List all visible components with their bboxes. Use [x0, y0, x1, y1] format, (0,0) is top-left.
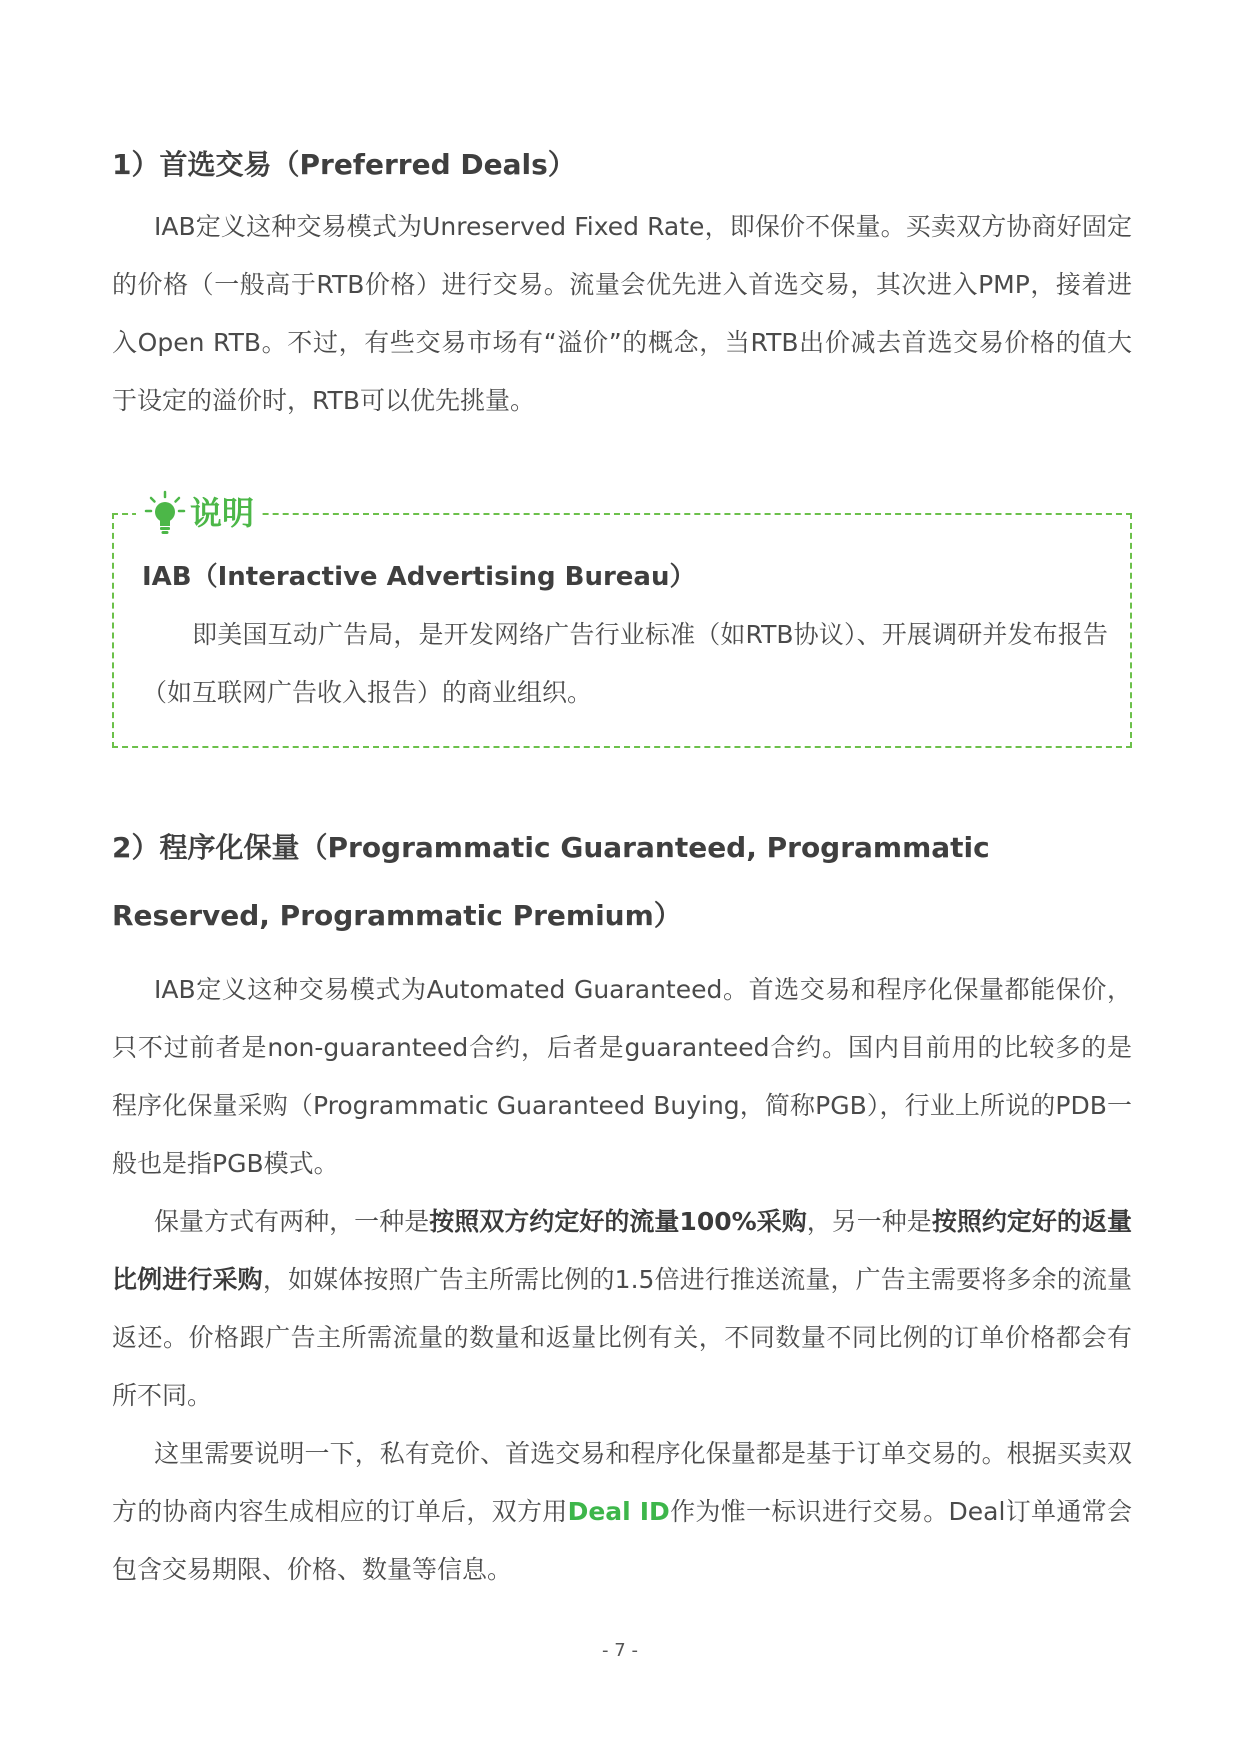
paragraph-2-text-3: ，如媒体按照广告主所需比例的1.5倍进行推送流量，广告主需要将多余的流量返还。价格跟广告主所需流量的数量和返量比例有关，不同数量不同比例的订单价格都会有所不同。 [112, 1265, 1132, 1410]
page-number: - 7 - [602, 1640, 638, 1661]
section-2-paragraph-2 [112, 1193, 1132, 1425]
paragraph-3-text-2: 作为惟一标识进行交易。Deal订单通常会包含交易期限、价格、数量等信息。 [112, 1497, 1132, 1584]
paragraph-3-text-1: 这里需要说明一下，私有竞价、首选交易和程序化保量都是基于订单交易的。根据买卖双方的协商内容生成相应的订单后，双方用 [112, 1439, 1132, 1526]
note-title [136, 490, 262, 536]
section-1-heading: 1）首选交易（Preferred Deals） [112, 148, 576, 181]
paragraph-2-bold-1: 按照双方约定好的流量100%采购 [429, 1207, 807, 1236]
paragraph-2-bold-2: 按照约定好的返量比例进行采购 [112, 1207, 1132, 1294]
paragraph-2-text-1: 保量方式有两种，一种是 [154, 1207, 430, 1236]
section-2-paragraph-3 [112, 1425, 1132, 1599]
paragraph-2-text-2: ，另一种是 [806, 1207, 932, 1236]
note-text [142, 606, 1108, 722]
section-1-paragraph-text: IAB定义这种交易模式为Unreserved Fixed Rate，即保价不保量。买卖双方协商好固定的价格（一般高于RTB价格）进行交易。流量会优先进入首选交易，其次进入PMP，接着进入Open RTB。不过，有些交易市场有“溢价”的概念，当RTB出价减去首选交易价格的值大于设定的溢价时，RTB可以优先挑量。 [112, 212, 1132, 415]
deal-id-highlight: Deal ID [567, 1497, 670, 1526]
section-2-heading: 2）程序化保量（Programmatic Guaranteed, Programmatic Reserved, Programmatic Premium） [112, 831, 990, 932]
section-2-paragraph-1-text: IAB定义这种交易模式为Automated Guaranteed。首选交易和程序化保量都能保价，只不过前者是non-guaranteed合约，后者是guaranteed合约。国内目前用的比较多的是程序化保量采购（Programmatic Guaranteed Buying，简称PGB），行业上所说的PDB一般也是指PGB模式。 [112, 975, 1132, 1178]
note-heading: IAB（Interactive Advertising Bureau） [142, 562, 696, 592]
section-1-paragraph [112, 198, 1132, 430]
lightbulb-icon [144, 490, 186, 536]
note-title-text: 说明 [190, 494, 255, 532]
section-2-paragraph-1 [112, 961, 1132, 1193]
note-text-content: 即美国互动广告局，是开发网络广告行业标准（如RTB协议）、开展调研并发布报告（如互联网广告收入报告）的商业组织。 [142, 620, 1108, 707]
